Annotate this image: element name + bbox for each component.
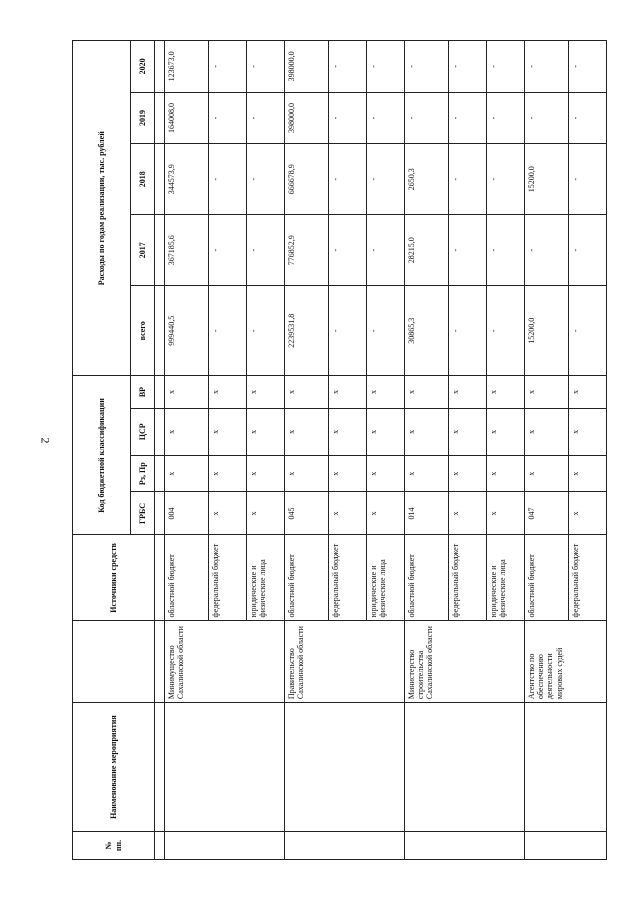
csr-cell: x [329, 408, 367, 455]
total-cell: - [449, 286, 487, 376]
grbs-cell: 045 [285, 492, 329, 535]
y2018-cell: 2650,3 [405, 144, 449, 215]
rzpr-cell: x [285, 455, 329, 492]
csr-cell: x [285, 408, 329, 455]
measure-name-cell [525, 703, 607, 832]
filler-cell [155, 535, 165, 621]
source-cell: областной бюджет [525, 535, 569, 621]
y2019-cell: - [525, 92, 569, 144]
header-num: № пп. [73, 832, 155, 860]
grbs-cell: x [487, 492, 525, 535]
y2017-cell: - [487, 215, 525, 286]
page-number: 2 [38, 437, 53, 444]
rzpr-cell: x [569, 455, 607, 492]
vr-cell: x [525, 376, 569, 408]
grbs-cell: x [449, 492, 487, 535]
filler-cell [155, 455, 165, 492]
vr-cell: x [329, 376, 367, 408]
y2017-cell: - [247, 215, 285, 286]
vr-cell: x [569, 376, 607, 408]
grbs-cell: x [367, 492, 405, 535]
csr-cell: x [165, 408, 209, 455]
header-vr: ВР [131, 376, 155, 408]
source-cell: федеральный бюджет [449, 535, 487, 621]
header-2019: 2019 [131, 92, 155, 144]
csr-cell: x [449, 408, 487, 455]
grbs-cell: 014 [405, 492, 449, 535]
vr-cell: x [449, 376, 487, 408]
y2017-cell: - [449, 215, 487, 286]
grbs-cell: 004 [165, 492, 209, 535]
rzpr-cell: x [329, 455, 367, 492]
rzpr-cell: x [405, 455, 449, 492]
header-budget-code: Код бюджетной классификации [73, 376, 131, 535]
total-cell: 999440,5 [165, 286, 209, 376]
y2019-cell: - [209, 92, 247, 144]
row-number-cell [525, 832, 607, 860]
source-cell: федеральный бюджет [569, 535, 607, 621]
y2018-cell: - [367, 144, 405, 215]
y2020-cell: - [247, 41, 285, 93]
measure-name-cell [165, 703, 285, 832]
filler-cell [155, 92, 165, 144]
y2019-cell: - [569, 92, 607, 144]
executor-cell: Министерство строительства Сахалинской области [405, 621, 525, 703]
y2019-cell: - [405, 92, 449, 144]
total-cell: 2239531,8 [285, 286, 329, 376]
filler-cell [155, 621, 165, 703]
y2019-cell: - [487, 92, 525, 144]
total-cell: 15200,0 [525, 286, 569, 376]
vr-cell: x [247, 376, 285, 408]
rzpr-cell: x [165, 455, 209, 492]
y2019-cell: - [329, 92, 367, 144]
vr-cell: x [285, 376, 329, 408]
row-number-cell [165, 832, 285, 860]
filler-cell [155, 215, 165, 286]
rzpr-cell: x [449, 455, 487, 492]
row-number-cell [405, 832, 525, 860]
y2020-cell: - [487, 41, 525, 93]
y2018-cell: 344573,9 [165, 144, 209, 215]
y2019-cell: - [449, 92, 487, 144]
table-row [285, 41, 329, 860]
y2018-cell: - [487, 144, 525, 215]
header-2017: 2017 [131, 215, 155, 286]
csr-cell: x [209, 408, 247, 455]
table-row [405, 41, 449, 860]
filler-cell [155, 408, 165, 455]
y2020-cell: - [209, 41, 247, 93]
y2017-cell: - [525, 215, 569, 286]
filler-cell [155, 376, 165, 408]
filler-cell [155, 703, 165, 832]
y2019-cell: 164008,0 [165, 92, 209, 144]
table-row [165, 41, 209, 860]
grbs-cell: x [209, 492, 247, 535]
csr-cell: x [405, 408, 449, 455]
table-body [165, 41, 607, 860]
filler-cell [155, 492, 165, 535]
y2017-cell: - [367, 215, 405, 286]
y2018-cell: - [569, 144, 607, 215]
y2018-cell: - [247, 144, 285, 215]
y2017-cell: 28215,0 [405, 215, 449, 286]
header-name: Наименование мероприятия [73, 703, 155, 832]
y2018-cell: 15200,0 [525, 144, 569, 215]
header-2018: 2018 [131, 144, 155, 215]
source-cell: федеральный бюджет [329, 535, 367, 621]
header-expenses: Расходы по годам реализации, тыс. рублей [73, 41, 131, 376]
filler-cell [155, 286, 165, 376]
source-cell: юридические и физические лица [247, 535, 285, 621]
vr-cell: x [487, 376, 525, 408]
y2020-cell: - [329, 41, 367, 93]
y2018-cell: - [209, 144, 247, 215]
csr-cell: x [525, 408, 569, 455]
source-cell: областной бюджет [405, 535, 449, 621]
y2017-cell: - [329, 215, 367, 286]
vr-cell: x [367, 376, 405, 408]
grbs-cell: 047 [525, 492, 569, 535]
rzpr-cell: x [525, 455, 569, 492]
grbs-cell: x [569, 492, 607, 535]
total-cell: - [329, 286, 367, 376]
vr-cell: x [405, 376, 449, 408]
y2020-cell: - [449, 41, 487, 93]
total-cell: - [569, 286, 607, 376]
measure-name-cell [405, 703, 525, 832]
source-cell: областной бюджет [165, 535, 209, 621]
rzpr-cell: x [209, 455, 247, 492]
total-cell: - [209, 286, 247, 376]
filler-cell [155, 41, 165, 93]
total-cell: - [487, 286, 525, 376]
header-sources: Источники средств [73, 535, 155, 621]
y2017-cell: - [569, 215, 607, 286]
vr-cell: x [209, 376, 247, 408]
grbs-cell: x [329, 492, 367, 535]
y2020-cell: - [525, 41, 569, 93]
y2018-cell: 666678,9 [285, 144, 329, 215]
y2018-cell: - [449, 144, 487, 215]
y2020-cell: - [405, 41, 449, 93]
row-number-cell [285, 832, 405, 860]
total-cell: 30865,3 [405, 286, 449, 376]
csr-cell: x [247, 408, 285, 455]
filler-cell [155, 144, 165, 215]
budget-table [72, 40, 607, 860]
source-cell: федеральный бюджет [209, 535, 247, 621]
y2019-cell: 398000,0 [285, 92, 329, 144]
rzpr-cell: x [487, 455, 525, 492]
y2019-cell: - [247, 92, 285, 144]
source-cell: юридические и физические лица [487, 535, 525, 621]
y2020-cell: - [569, 41, 607, 93]
grbs-cell: x [247, 492, 285, 535]
total-cell: - [247, 286, 285, 376]
header-executor [73, 621, 155, 703]
header-rzpr: Рз, Пр [131, 455, 155, 492]
y2018-cell: - [329, 144, 367, 215]
table-row [525, 41, 569, 860]
header-total: всего [131, 286, 155, 376]
executor-cell: Агентство по обеспечению деятельности мировых судей [525, 621, 607, 703]
vr-cell: x [165, 376, 209, 408]
rzpr-cell: x [367, 455, 405, 492]
y2019-cell: - [367, 92, 405, 144]
y2020-cell: 123673,0 [165, 41, 209, 93]
rotated-table-wrapper [72, 40, 580, 860]
measure-name-cell [285, 703, 405, 832]
rzpr-cell: x [247, 455, 285, 492]
source-cell: областной бюджет [285, 535, 329, 621]
csr-cell: x [569, 408, 607, 455]
csr-cell: x [487, 408, 525, 455]
y2017-cell: - [209, 215, 247, 286]
y2020-cell: - [367, 41, 405, 93]
y2017-cell: 367185,6 [165, 215, 209, 286]
header-grbs: ГРБС [131, 492, 155, 535]
header-2020: 2020 [131, 41, 155, 93]
total-cell: - [367, 286, 405, 376]
executor-cell: Правительство Сахалинской области [285, 621, 405, 703]
executor-cell: Минимущество Сахалинской области [165, 621, 285, 703]
csr-cell: x [367, 408, 405, 455]
y2017-cell: 776852,9 [285, 215, 329, 286]
source-cell: юридические и физические лица [367, 535, 405, 621]
filler-cell [155, 832, 165, 860]
y2020-cell: 398000,0 [285, 41, 329, 93]
header-csr: ЦСР [131, 408, 155, 455]
